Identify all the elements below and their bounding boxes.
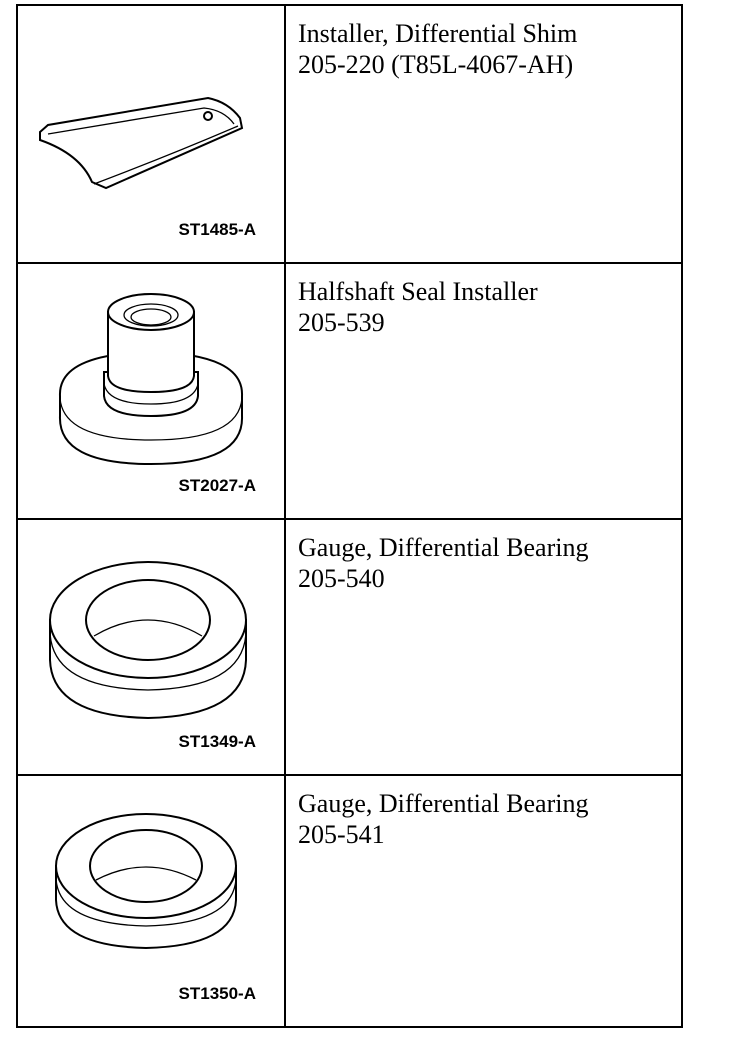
- tool-illustration-cell: [18, 776, 286, 1026]
- tool-name: Gauge, Differential Bearing: [298, 533, 589, 562]
- tool-row: [18, 264, 681, 520]
- figure-id-label: ST1485-A: [178, 220, 256, 239]
- tool-description: [286, 520, 681, 774]
- tool-number: 205-220 (T85L-4067-AH): [298, 50, 574, 79]
- tool-illustration-cell: [18, 264, 286, 518]
- tool-row: [18, 776, 681, 1026]
- tool-description: [286, 6, 681, 262]
- tool-illustration-cell: [18, 6, 286, 262]
- tool-row: [18, 6, 681, 264]
- tool-name: Installer, Differential Shim: [298, 19, 578, 48]
- tool-description: [286, 264, 681, 518]
- special-tools-table: [16, 4, 683, 1028]
- tool-number: 205-539: [298, 308, 385, 337]
- tool-number: 205-541: [298, 820, 385, 849]
- figure-id-label: ST2027-A: [178, 476, 256, 495]
- tool-illustration-cell: [18, 520, 286, 774]
- tool-description: [286, 776, 681, 1026]
- tool-row: [18, 520, 681, 776]
- figure-id-label: ST1349-A: [178, 732, 256, 751]
- tool-name: Halfshaft Seal Installer: [298, 277, 538, 306]
- tool-number: 205-540: [298, 564, 385, 593]
- figure-id-label: ST1350-A: [178, 984, 256, 1003]
- tool-name: Gauge, Differential Bearing: [298, 789, 589, 818]
